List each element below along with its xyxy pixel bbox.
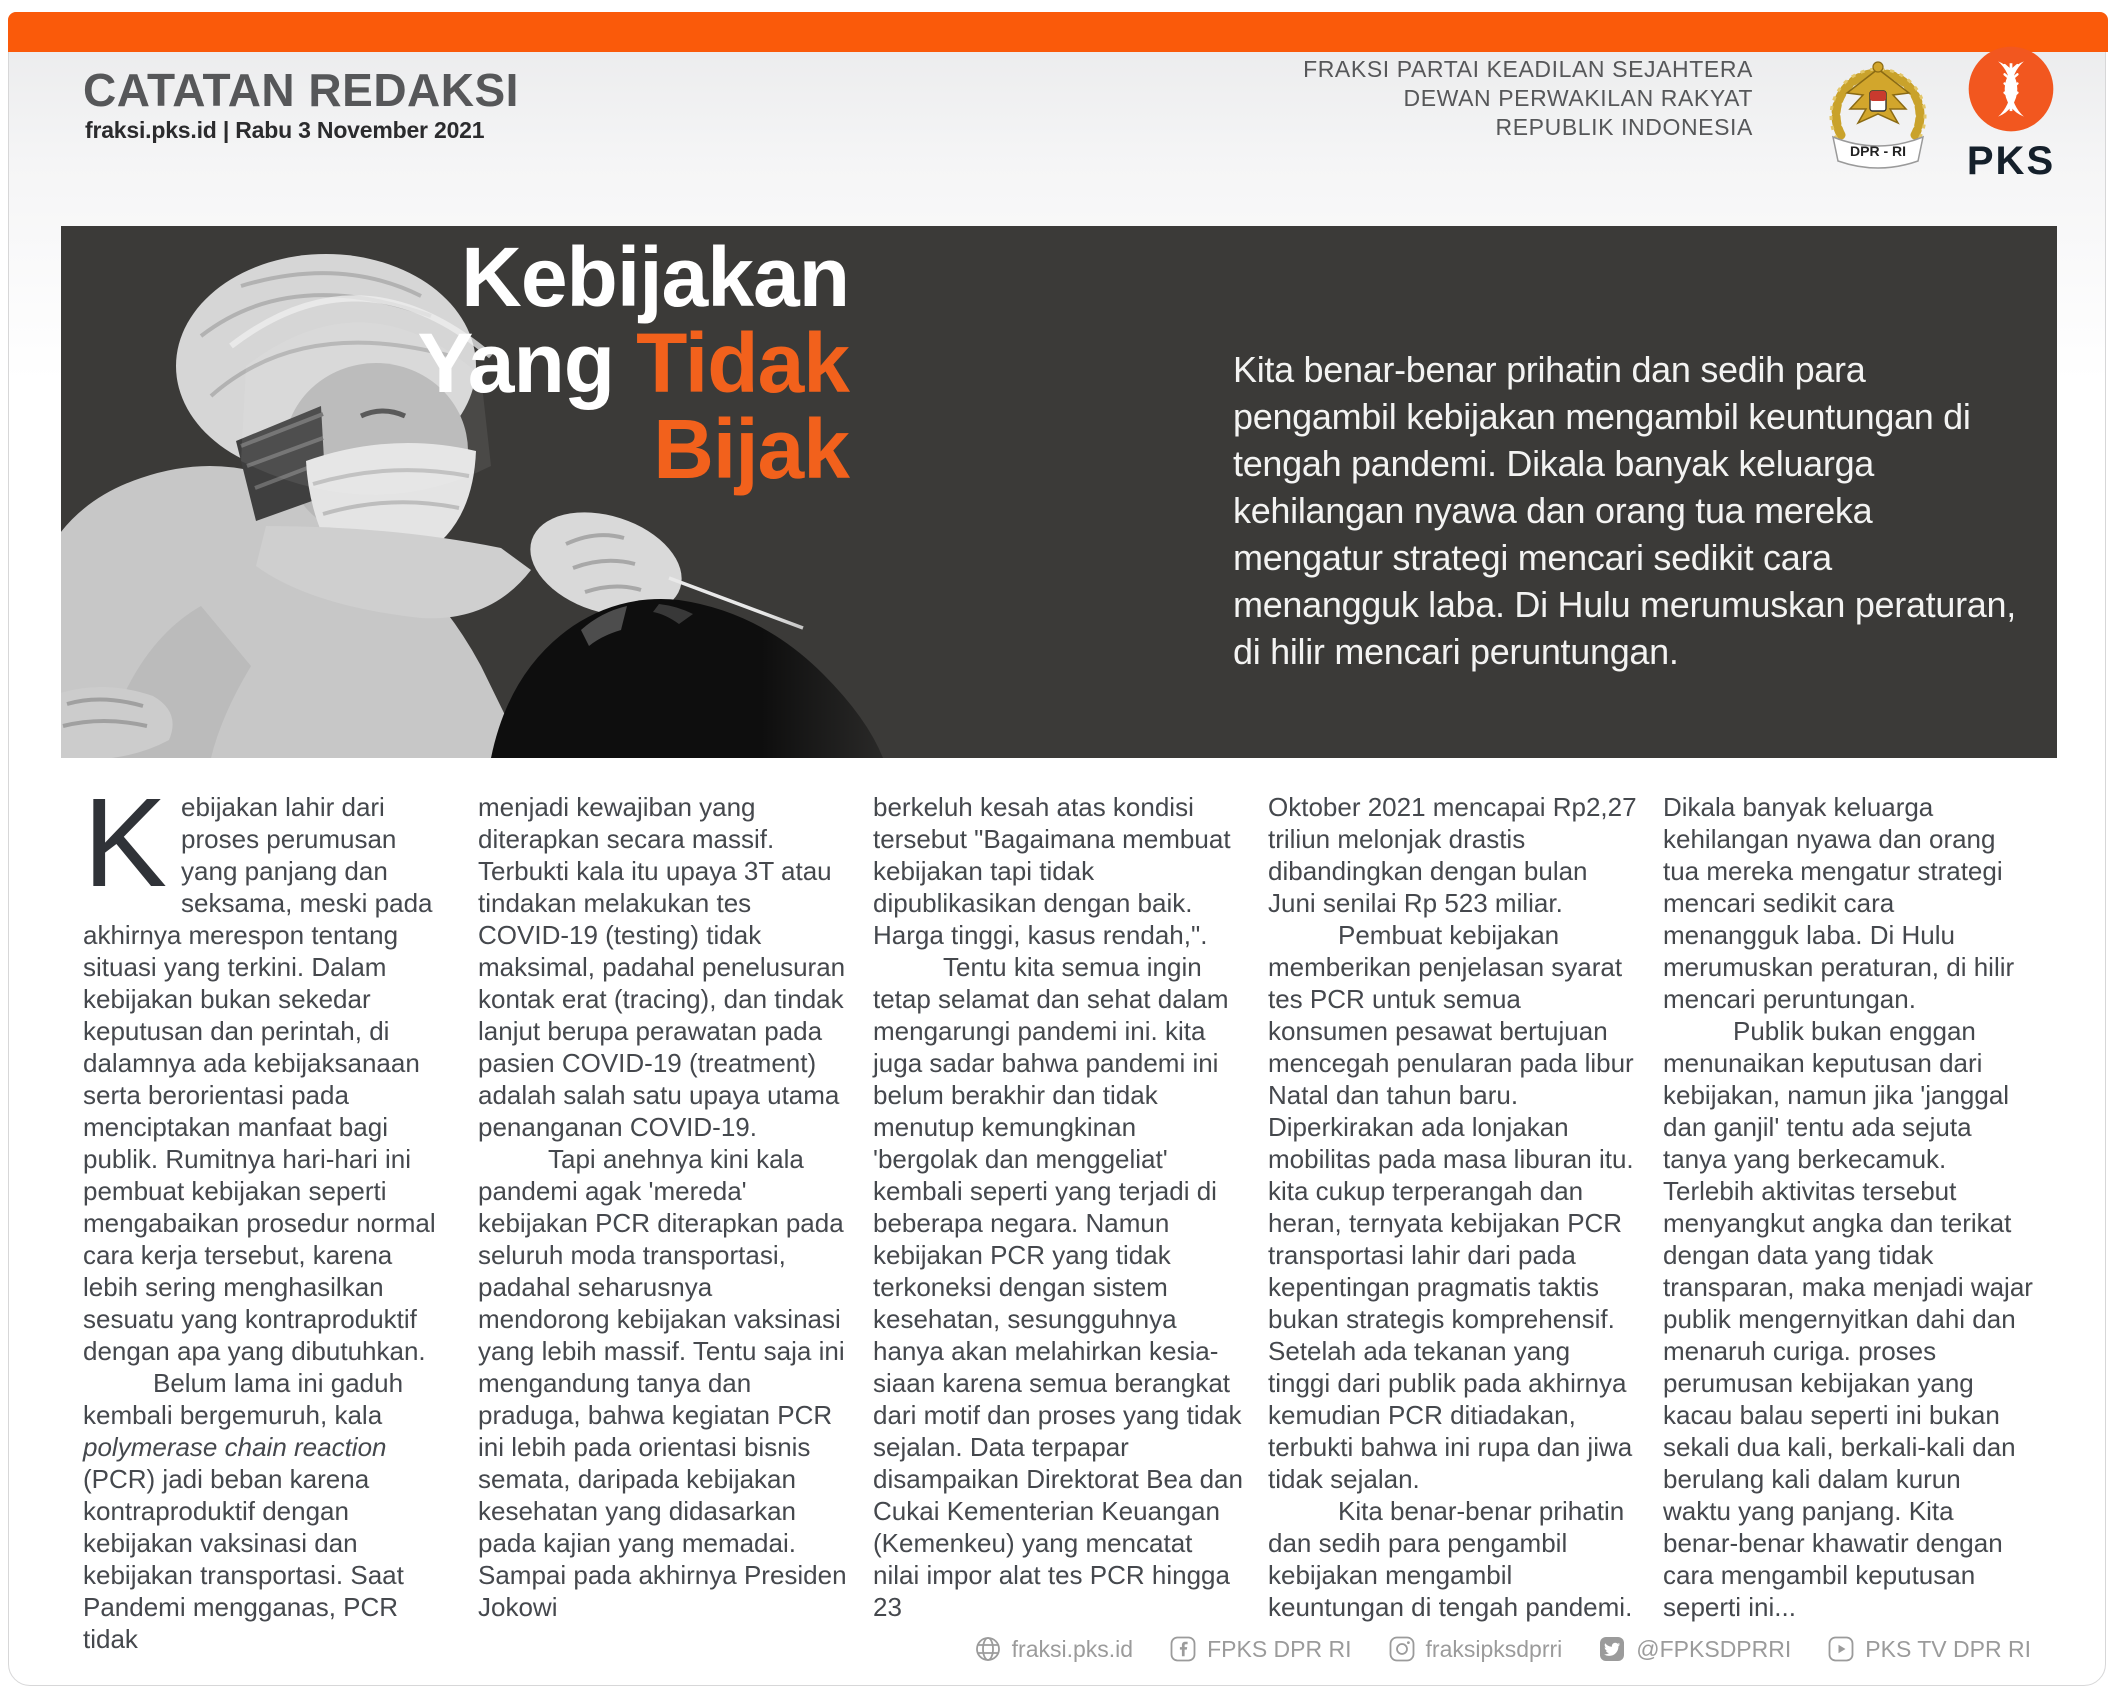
garuda-emblem-icon: [1817, 43, 1939, 177]
social-label: fraksipksdprri: [1425, 1635, 1563, 1662]
hero-title-line1: Kebijakan: [461, 230, 849, 324]
article-column: [1268, 791, 1638, 1655]
article-paragraph: Publik bukan enggan menunaikan keputusan dari kebijakan, namun jika 'janggal dan ganjil' tentu ada sejuta tanya yang berkecamuk. Terlebih aktivitas tersebut menyangkut angka dan terikat dengan data yang tidak transparan, maka menjadi wajar publik mengernyitkan dahi dan menaruh curiga. proses perumusan kebijakan yang kacau balau seperti ini bukan sekali dua kali, berkali-kali dan berulang kali dalam kurun waktu yang panjang. Kita benar-benar khawatir dengan cara mengambil keputusan seperti ini...: [1663, 1016, 2033, 1622]
article-column: [873, 791, 1243, 1655]
article-paragraph: Oktober 2021 mencapai Rp2,27 triliun melonjak drastis dibandingkan dengan bulan Juni senilai Rp 523 miliar.: [1268, 792, 1637, 918]
social-link-instagram[interactable]: [1388, 1635, 1563, 1663]
facebook-icon: [1169, 1635, 1197, 1663]
article-paragraph: Tapi anehnya kini kala pandemi agak 'mereda' kebijakan PCR diterapkan pada seluruh moda transportasi, padahal seharusnya mendorong kebijakan vaksinasi yang lebih massif. Tentu saja ini mengandung tanya dan praduga, bahwa kegiatan PCR ini lebih pada orientasi bisnis semata, daripada kebijakan kesehatan yang didasarkan pada kajian yang memadai. Sampai pada akhirnya Presiden Jokowi: [478, 1144, 847, 1622]
social-label: FPKS DPR RI: [1207, 1635, 1352, 1662]
article-paragraph: Dikala banyak keluarga kehilangan nyawa dan orang tua mereka mengatur strategi mencari sedikit cara menangguk laba. Di Hulu merumuskan peraturan, di hilir mencari peruntungan.: [1663, 792, 2015, 1014]
article-column: [83, 772, 453, 1655]
article-paragraph: Kita benar-benar prihatin dan sedih para pengambil kebijakan mengambil keuntungan di tengah pandemi.: [1268, 1496, 1633, 1622]
page-title: CATATAN REDAKSI: [83, 64, 519, 116]
twitter-icon: [1598, 1635, 1626, 1663]
social-label: @FPKSDPRRI: [1636, 1635, 1792, 1662]
org-identity-line: FRAKSI PARTAI KEADILAN SEJAHTERA: [1303, 56, 1753, 82]
article-paragraph: Pembuat kebijakan memberikan penjelasan syarat tes PCR untuk semua konsumen pesawat bertujuan mencegah penularan pada libur Natal dan tahun baru. Diperkirakan ada lonjakan mobilitas pada masa liburan itu. kita cukup terperangah dan heran, ternyata kebijakan PCR transportasi lahir dari pada kepentingan pragmatis taktis bukan strategis komprehensif. Setelah ada tekanan yang tinggi dari publik pada akhirnya kemudian PCR ditiadakan, terbukti bahwa ini rupa dan jiwa tidak sejalan.: [1268, 920, 1634, 1494]
org-identity-line: REPUBLIK INDONESIA: [1495, 114, 1753, 140]
social-link-globe[interactable]: [974, 1635, 1133, 1663]
org-identity: [1303, 55, 1753, 142]
logo-group: [1817, 43, 2057, 184]
dpr-ri-logo: [1817, 43, 1939, 177]
page-card: [8, 12, 2106, 1686]
dateline: fraksi.pks.id | Rabu 3 November 2021: [85, 117, 485, 143]
pks-wordmark: PKS: [1966, 139, 2056, 183]
article-paragraph: Kebijakan lahir dari proses perumusan yang panjang dan seksama, meski pada akhirnya merespon tentang situasi yang terkini. Dalam kebijakan bukan sekedar keputusan dan perintah, di dalamnya ada kebijaksanaan serta berorientasi pada menciptakan manfaat bagi publik. Rumitnya hari-hari ini pembuat kebijakan seperti mengabaikan prosedur normal cara kerja tersebut, karena lebih sering menghasilkan sesuatu yang kontraproduktif dengan apa yang dibutuhkan.: [83, 772, 436, 1366]
social-label: fraksi.pks.id: [1011, 1635, 1134, 1662]
social-bar: [974, 1635, 2031, 1663]
social-link-youtube[interactable]: [1827, 1635, 2031, 1663]
article-paragraph: Belum lama ini gaduh kembali bergemuruh, kala polymerase chain reaction (PCR) jadi beban karena kontraproduktif dengan kebijakan vaksinasi dan kebijakan transportasi. Saat Pandemi mengganas, PCR tidak: [83, 1368, 404, 1654]
pks-crescents-icon: [1965, 43, 2057, 135]
hero-intro: Kita benar-benar prihatin dan sedih para pengambil kebijakan mengambil keuntungan di tengah pandemi. Dikala banyak keluarga kehilangan nyawa dan orang tua mereka mengatur strategi mencari sedikit cara menangguk laba. Di Hulu merumuskan peraturan, di hilir mencari peruntungan.: [1233, 349, 2016, 672]
article-paragraph: berkeluh kesah atas kondisi tersebut "Bagaimana membuat kebijakan tapi tidak dipublikasikan dengan baik. Harga tinggi, kasus rendah,".: [873, 792, 1231, 950]
social-link-twitter[interactable]: [1598, 1635, 1791, 1663]
article-columns: [83, 772, 2033, 1655]
article-column: [478, 791, 848, 1655]
article-column: [1663, 791, 2033, 1655]
instagram-icon: [1388, 1635, 1416, 1663]
social-label: PKS TV DPR RI: [1865, 1635, 2031, 1662]
hero-section: [61, 226, 2057, 758]
top-orange-bar: [8, 12, 2108, 52]
hero-title-line3: Bijak: [653, 402, 849, 496]
article-paragraph: Tentu kita semua ingin tetap selamat dan sehat dalam mengarungi pandemi ini. kita juga sadar bahwa pandemi ini belum berakhir dan tidak menutup kemungkinan 'bergolak dan menggeliat' kembali seperti yang terjadi di beberapa negara. Namun kebijakan PCR yang tidak terkoneksi dengan sistem kesehatan, sesungguhnya hanya akan melahirkan kesia-siaan karena semua berangkat dari motif dan proses yang tidak sejalan. Data terpapar disampaikan Direktorat Bea dan Cukai Kementerian Keuangan (Kemenkeu) yang mencatat nilai impor alat tes PCR hingga 23: [873, 952, 1243, 1622]
pks-logo: [1965, 43, 2057, 184]
youtube-icon: [1827, 1635, 1855, 1663]
org-identity-line: DEWAN PERWAKILAN RAKYAT: [1403, 85, 1753, 111]
hero-title-line2: Yang Tidak: [417, 316, 849, 410]
dpr-banner-label: DPR - RI: [1850, 143, 1906, 159]
hero-title: [61, 230, 849, 496]
globe-icon: [974, 1635, 1002, 1663]
article-paragraph: menjadi kewajiban yang diterapkan secara massif. Terbukti kala itu upaya 3T atau tindakan melakukan tes COVID-19 (testing) tidak maksimal, padahal penelusuran kontak erat (tracing), dan tindak lanjut berupa perawatan pada pasien COVID-19 (treatment) adalah salah satu upaya utama penanganan COVID-19.: [478, 792, 846, 1142]
social-link-facebook[interactable]: [1169, 1635, 1351, 1663]
